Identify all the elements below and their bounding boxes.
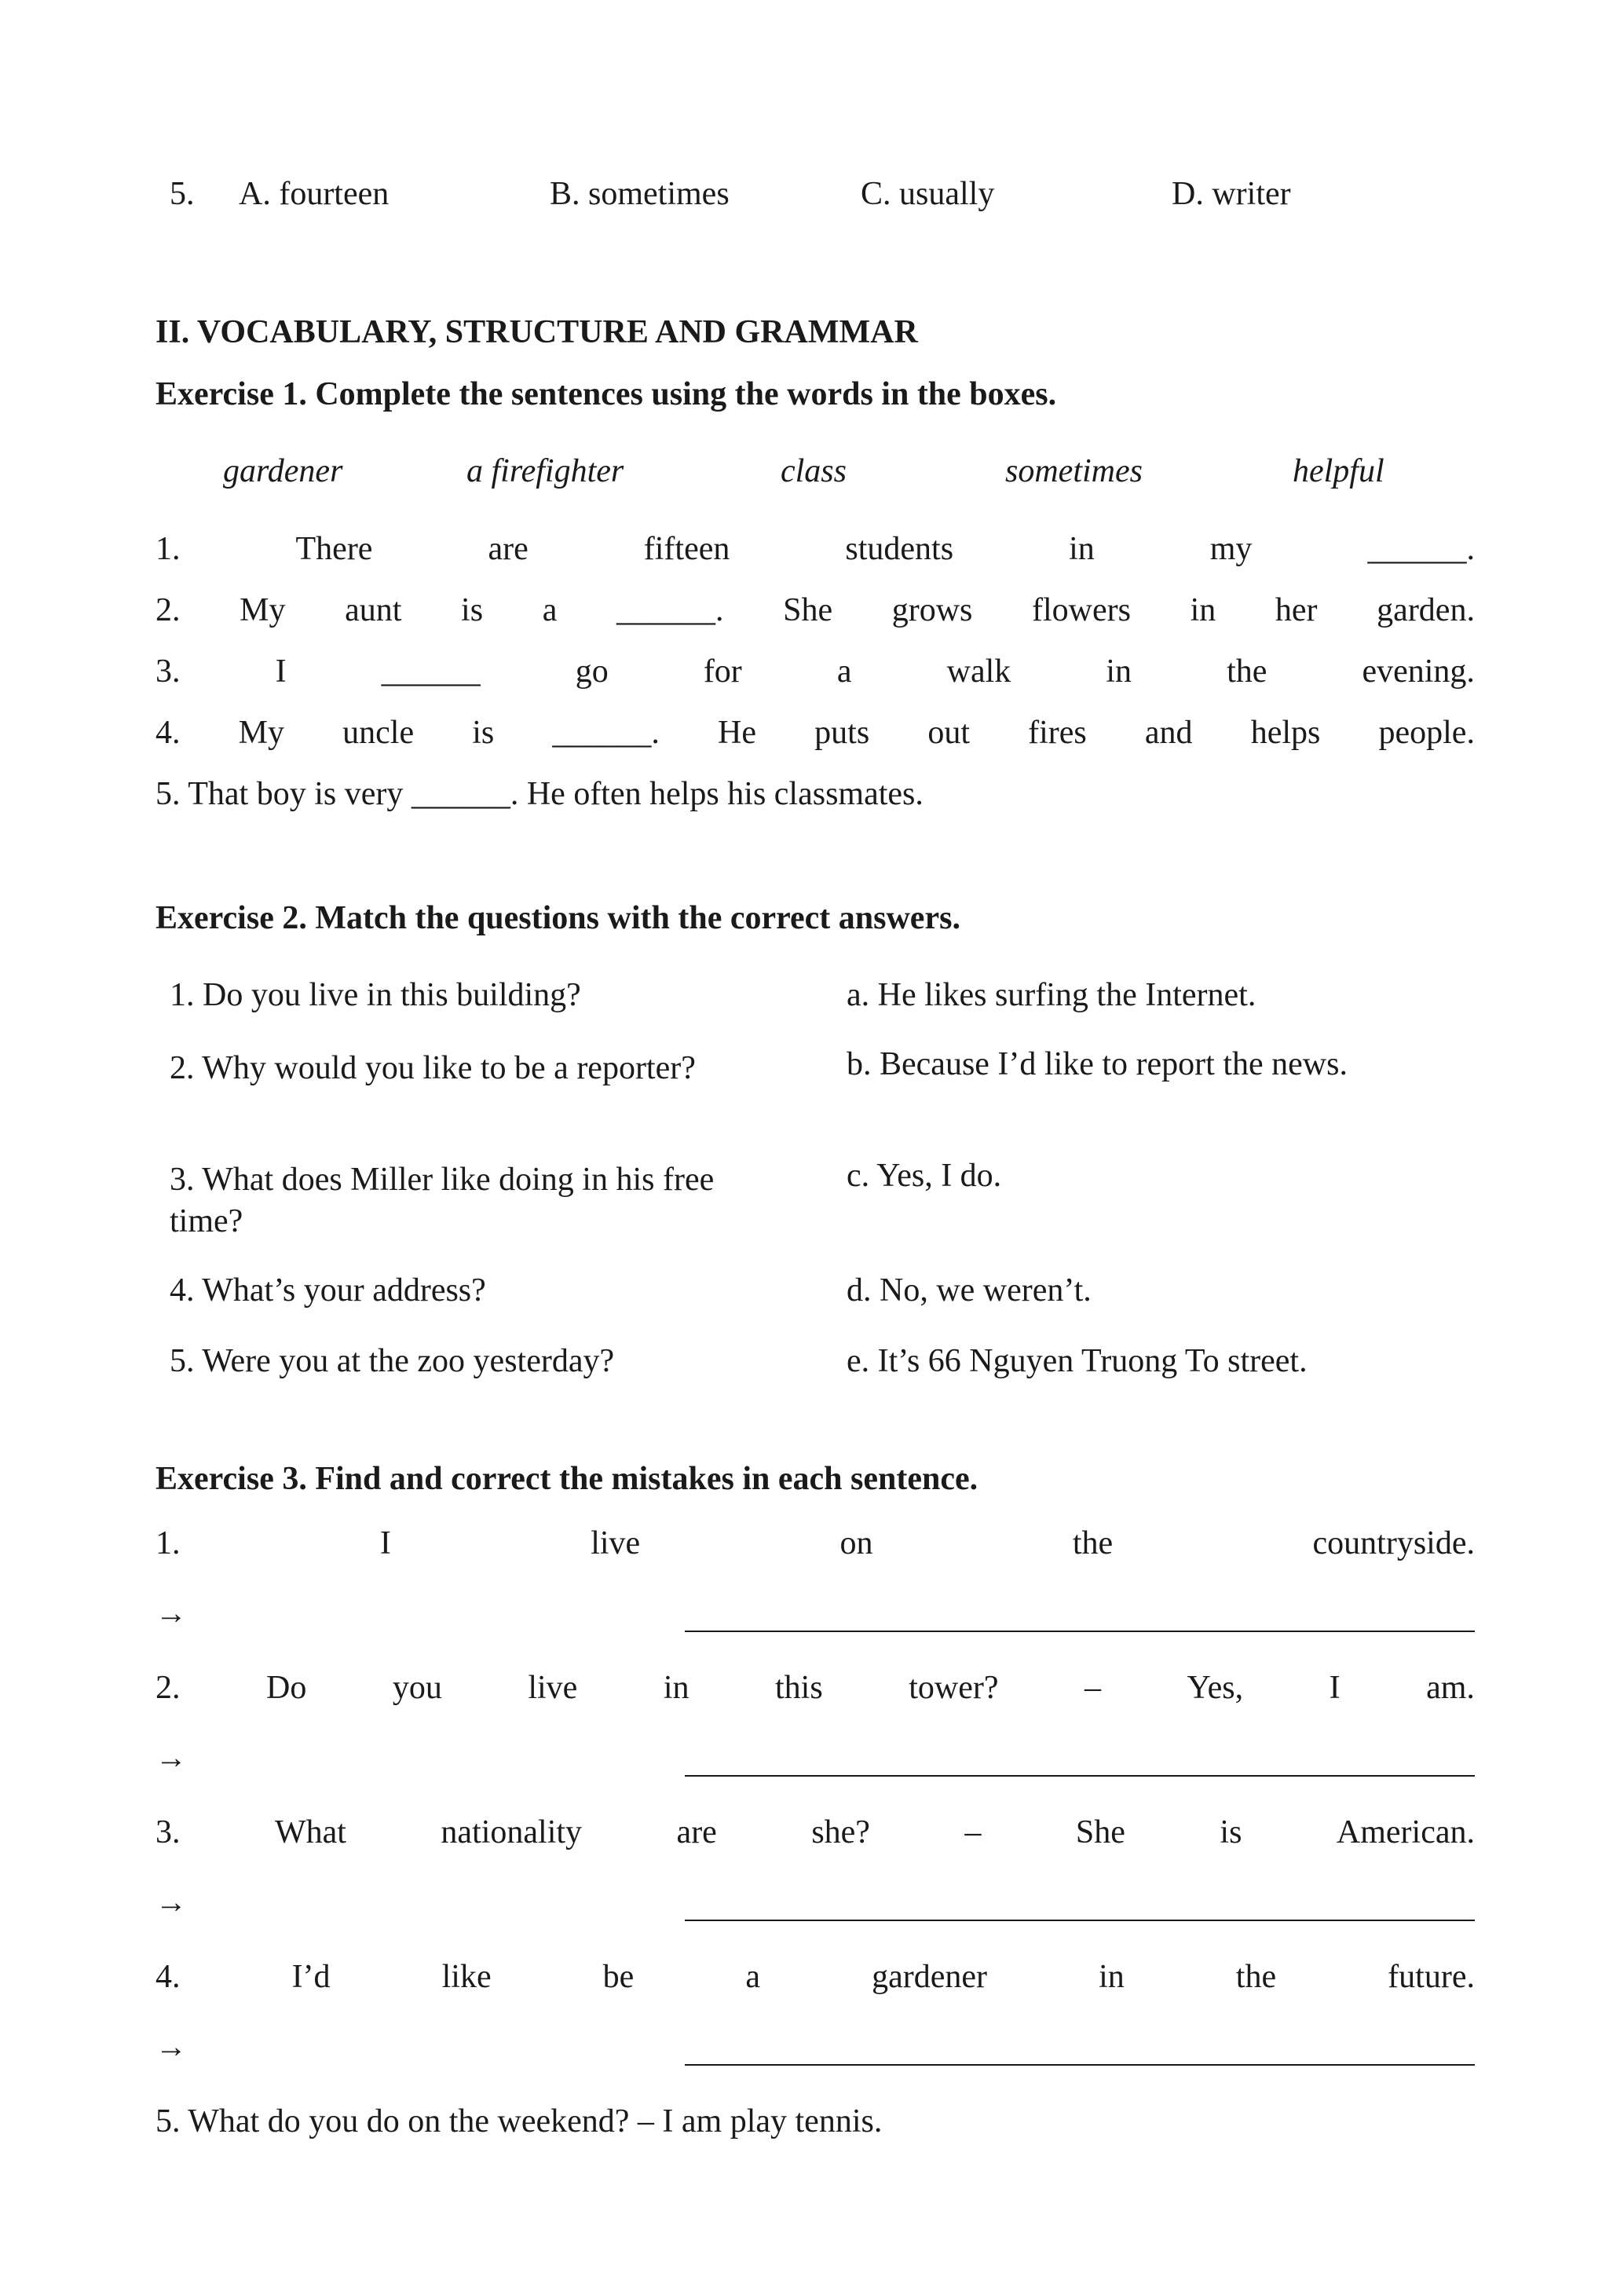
question-item: 4. What’s your address? [170,1272,486,1309]
answer-item: d. No, we weren’t. [847,1272,1092,1309]
answer-line [685,2064,1475,2066]
ex1-sentence-2: 2. My aunt is a ______. She grows flowers in her garden. [155,592,1475,628]
exercise-3-heading: Exercise 3. Find and correct the mistakes in each sentence. [155,1461,978,1497]
arrow-icon: → [155,1884,187,1920]
word-box-item: sometimes [1005,453,1143,489]
ex3-sentence-4: 4. I’d like be a gardener in the future. [155,1959,1475,1995]
option-a: A. fourteen [239,176,390,212]
section-heading: II. VOCABULARY, STRUCTURE AND GRAMMAR [155,314,918,350]
answer-line [685,1631,1475,1632]
question-item: 2. Why would you like to be a reporter? [170,1050,696,1086]
word-box-item: class [781,453,847,489]
question-item: 3. What does Miller like doing in his free time? [170,1162,715,1239]
answer-item: b. Because I’d like to report the news. [847,1046,1348,1082]
answer-item: a. He likes surfing the Internet. [847,977,1256,1013]
ex1-sentence-4: 4. My uncle is ______. He puts out fires and helps people. [155,715,1475,751]
answer-item: c. Yes, I do. [847,1158,1002,1194]
exercise-2-heading: Exercise 2. Match the questions with the correct answers. [155,900,960,936]
ex3-sentence-1: 1. I live on the countryside. [155,1525,1475,1561]
option-c: C. usually [861,176,995,212]
answer-item: e. It’s 66 Nguyen Truong To street. [847,1343,1308,1379]
option-d: D. writer [1172,176,1291,212]
word-box-item: a firefighter [466,453,624,489]
answer-line [685,1775,1475,1777]
question-item: 5. Were you at the zoo yesterday? [170,1343,615,1379]
ex3-sentence-5: 5. What do you do on the weekend? – I am play tennis. [155,2103,883,2139]
question-number: 5. [170,176,195,212]
answer-line [685,1920,1475,1921]
ex1-sentence-3: 3. I ______ go for a walk in the evening. [155,653,1475,690]
arrow-icon: → [155,1595,187,1631]
ex3-sentence-2: 2. Do you live in this tower? – Yes, I am. [155,1670,1475,1706]
arrow-icon: → [155,2029,187,2064]
word-box-item: helpful [1293,453,1384,489]
question-item: 1. Do you live in this building? [170,977,581,1013]
arrow-icon: → [155,1740,187,1775]
ex1-sentence-5: 5. That boy is very ______. He often helps his classmates. [155,776,924,812]
ex3-sentence-3: 3. What nationality are she? – She is American. [155,1814,1475,1850]
exercise-1-heading: Exercise 1. Complete the sentences using the words in the boxes. [155,376,1057,412]
ex1-sentence-1: 1. There are fifteen students in my ______. [155,531,1475,567]
option-b: B. sometimes [550,176,730,212]
word-box-item: gardener [223,453,343,489]
